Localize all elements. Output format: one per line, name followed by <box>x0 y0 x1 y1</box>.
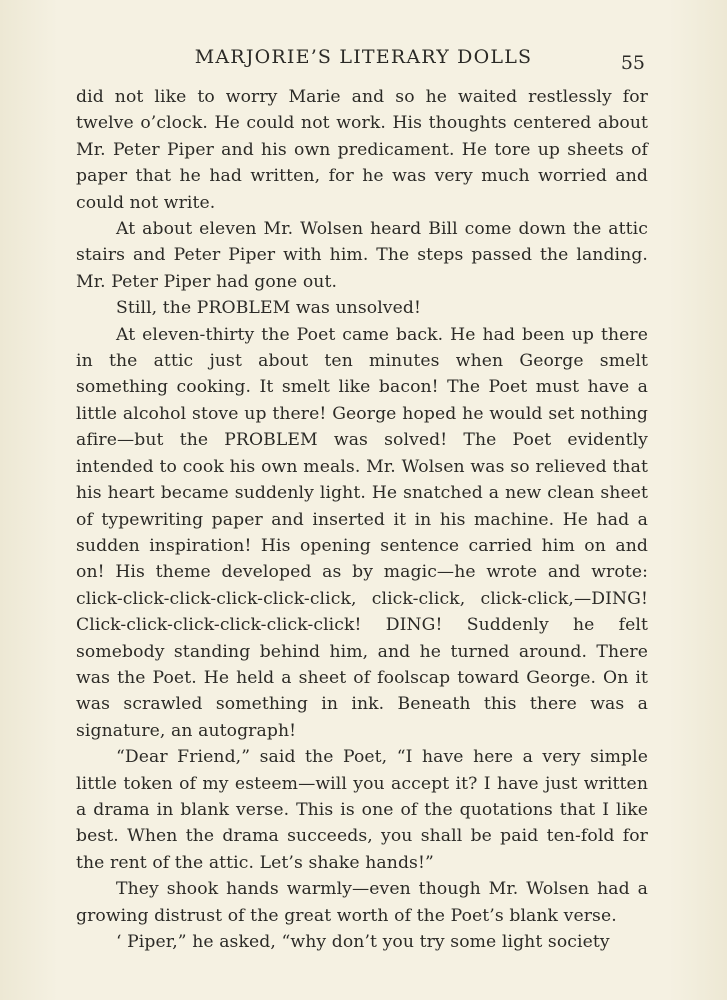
paragraph: “Dear Friend,” said the Poet, “I have here a very simple little token of my esteem—will you accept it? I have just written a drama in blank verse. This is one of the quotations that I like best. When the drama succeeds, you shall be paid ten-fold for the rent of the attic. Let’s shake hands!” <box>76 747 648 873</box>
paragraph: At about eleven Mr. Wolsen heard Bill come down the attic stairs and Peter Piper with him. The steps passed the landing. Mr. Peter Piper had gone out. <box>76 219 648 292</box>
paragraph: Still, the PROBLEM was unsolved! <box>116 298 421 319</box>
running-head <box>0 44 727 74</box>
paragraph: ‘ Piper,” he asked, “why don’t you try some light society <box>116 932 610 952</box>
running-title: MARJORIE’S LITERARY DOLLS <box>194 46 533 68</box>
paragraph: They shook hands warmly—even though Mr. Wolsen had a growing distrust of the great worth of the Poet’s blank verse. <box>76 879 648 926</box>
body-text <box>76 84 648 955</box>
page-number: 55 <box>620 52 645 74</box>
paragraph: At eleven-thirty the Poet came back. He had been up there in the attic just about ten minutes when George smelt something cooking. It smelt like bacon! The Poet must have a little alcohol stove up there! George hoped he would set nothing afire—but the PROBLEM was solved! The Poet evidently intended to cook his own meals. Mr. Wolsen was so relieved that his heart became suddenly light. He snatched a new clean sheet of typewriting paper and inserted it in his machine. He had a sudden inspiration! His opening sentence carried him on and on! His theme developed as by magic—he wrote and wrote: click-click-click-click-click-click, click-click, click-click,—DING! Click-click-click-click-click-click! DING! Suddenly he felt somebody standing behind him, and he turned around. There was the Poet. He held a sheet of foolscap toward George. On it was scrawled something in ink. Beneath this there was a signature, an autograph! <box>76 324 648 741</box>
paragraph: did not like to worry Marie and so he waited restlessly for twelve o’clock. He could not work. His thoughts centered about Mr. Peter Piper and his own predicament. He tore up sheets of paper that he had written, for he was very much worried and could not write. <box>76 87 648 213</box>
